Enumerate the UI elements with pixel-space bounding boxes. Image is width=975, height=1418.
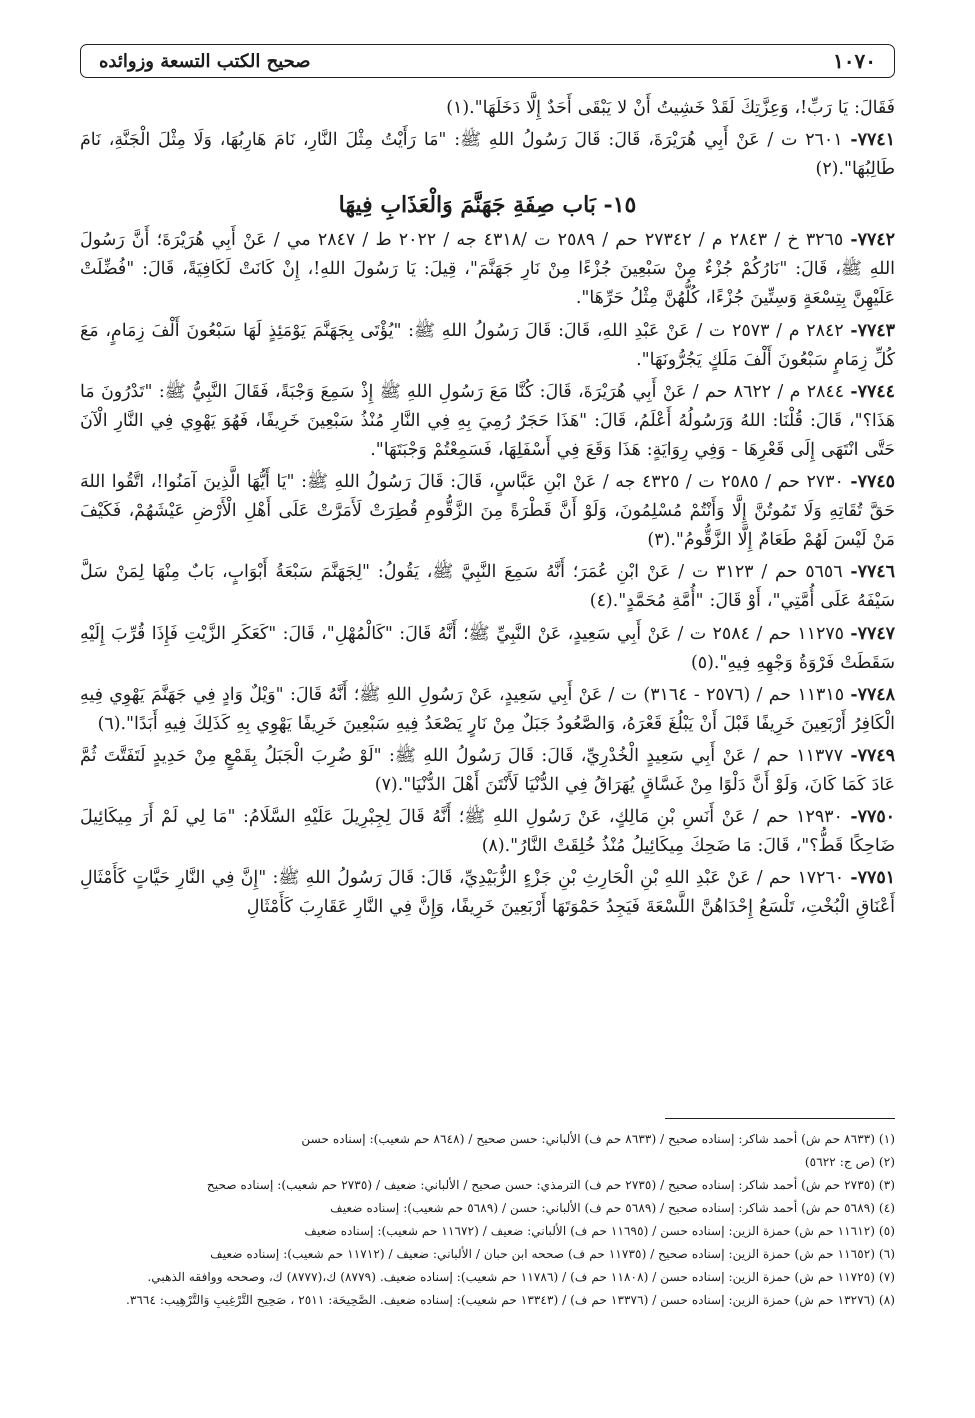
- page-number: ١٠٧٠: [833, 49, 876, 73]
- hadith-7743: [80, 317, 895, 375]
- footnote: (٣) (٢٧٣٥ حم ش) أحمد شاكر: إسناده صحيح / (٢٧٣٥ حم ف) الترمذي: حسن صحيح / الألباني: ضعيف / (٢٧٣٥ حم شعيب): إسناده صحيح: [206, 1178, 895, 1192]
- hadith-7747: [80, 620, 895, 678]
- hadith-text: ١١٣١٥ حم / (٢٥٧٦ - ٣١٦٤) ت / عَنْ أَبِي سَعِيدٍ، عَنْ رَسُولِ اللهِ ﷺ؛ أَنَّهُ قَالَ: "وَيْلٌ وَادٍ فِي جَهَنَّمَ يَهْوِي فِيهِ الْكَافِرُ أَرْبَعِينَ خَرِيفًا قَبْلَ أَنْ يَبْلُغَ قَعْرَهُ، وَالصَّعُودُ جَبَلٌ مِنْ نَارٍ يَصْعَدُ فِيهِ سَبْعِينَ خَرِيفًا يَهْوِي بِهِ كَذَلِكَ فِيهِ أَبَدًا".(٦): [80, 684, 895, 734]
- hadith-text: ١١٢٧٥ حم / ٢٥٨٤ ت / عَنْ أَبِي سَعِيدٍ، عَنْ النَّبِيِّ ﷺ؛ أَنَّهُ قَالَ: "كَالْمُهْلِ"، قَالَ: "كَعَكَرِ الزَّيْتِ فَإِذَا قُرِّبَ إِلَيْهِ سَقَطَتْ فَرْوَةُ وَجْهِهِ فِيهِ".(٥): [80, 623, 895, 673]
- hadith-number: ٧٧٤٢-: [850, 230, 895, 251]
- footnote: (٦) (١١٦٥٢ حم ش) حمزة الزين: إسناده صحيح / (١١٧٣٥ حم ف) صححه ابن حبان / الألباني: ضعيف / (١١٧١٢ حم شعيب): إسناده ضعيف: [210, 1247, 895, 1261]
- hadith-text: ٢٧٣٠ حم / ٢٥٨٥ ت / ٤٣٢٥ جه / عَنْ ابْنِ عَبَّاسٍ، قَالَ: قَالَ رَسُولُ اللهِ ﷺ: "يَا أَيُّهَا الَّذِينَ آمَنُوا!، اتَّقُوا اللهَ حَقَّ تُقَاتِهِ وَلَا تَمُوتُنَّ إِلَّا وَأَنْتُمْ مُسْلِمُونَ، وَلَوْ أَنَّ قَطْرَةً مِنَ الزَّقُّومِ قُطِرَتْ لَأَمَرَّتْ عَلَى أَهْلِ الْأَرْضِ عَيْشَهُمْ، فَكَيْفَ مَنْ لَيْسَ لَهُمْ طَعَامٌ إِلَّا الزَّقُّومُ".(٣): [80, 472, 895, 551]
- footnote: (٢) (ص ج: ٥٦٢٢): [804, 1155, 895, 1169]
- hadith-text: ٢٦٠١ ت / عَنْ أَبِي هُرَيْرَةَ، قَالَ: قَالَ رَسُولُ اللهِ ﷺ: "مَا رَأَيْتُ مِثْلَ النَّارِ، نَامَ هَارِبُهَا، وَلَا مِثْلَ الْجَنَّةِ، نَامَ طَالِبُهَا".(٢): [80, 130, 895, 180]
- hadith-number: ٧٧٤٣-: [850, 320, 895, 341]
- footnote: (٤) (٥٦٨٩ حم ش) أحمد شاكر: إسناده صحيح / (٥٦٨٩ حم ف) الألباني: حسن / (٥٦٨٩ حم شعيب): إسناده ضعيف: [330, 1201, 895, 1215]
- hadith-text: ١٢٩٣٠ حم / عَنْ أَنَسِ بْنِ مَالِكٍ، عَنْ رَسُولِ اللهِ ﷺ؛ أَنَّهُ قَالَ لِجِبْرِيلَ عَلَيْهِ السَّلَامُ: "مَا لِي لَمْ أَرَ مِيكَائِيلَ ضَاحِكًا قَطُّ؟"، قَالَ: مَا ضَحِكَ مِيكَائِيلُ مُنْذُ خُلِقَتْ النَّارُ".(٨): [80, 807, 895, 857]
- continuation-text: فَقَالَ: يَا رَبِّ!، وَعِزَّتِكَ لَقَدْ خَشِيتُ أَنْ لا يَبْقَى أَحَدٌ إِلَّا دَخَلَهَا".(١): [446, 98, 895, 118]
- footnote: (٧) (١١٧٢٥ حم ش) حمزة الزين: إسناده حسن / (١١٨٠٨ حم ف) / (١١٧٨٦ حم شعيب): إسناده ضعيف. (٨٧٧٩) ك،(٨٧٧٧) ك، وصححه ووافقه الذهبي.: [147, 1270, 895, 1284]
- hadith-7742: [80, 226, 895, 313]
- hadith-7746: [80, 558, 895, 616]
- hadith-7750: [80, 803, 895, 861]
- running-header: [80, 44, 895, 78]
- footnote-divider: [665, 1118, 895, 1119]
- hadith-number: ٧٧٥١-: [850, 868, 896, 889]
- hadith-number: ٧٧٤٥-: [850, 472, 895, 493]
- hadith-number: ٧٧٤٧-: [850, 623, 896, 644]
- hadith-7745: [80, 468, 895, 555]
- chapter-title: ١٥- بَاب صِفَةِ جَهَنَّمَ وَالْعَذَابِ فِيهَا: [338, 192, 637, 219]
- hadith-7744: [80, 378, 895, 465]
- hadith-text: ٥٦٥٦ حم / ٣١٢٣ ت / عَنْ ابْنِ عُمَرَ؛ أَنَّهُ سَمِعَ النَّبِيَّ ﷺ، يَقُولُ: "لِجَهَنَّمَ سَبْعَةُ أَبْوَابٍ، بَابٌ مِنْهَا لِمَنْ سَلَّ سَيْفَهُ عَلَى أُمَّتِي"، أَوْ قَالَ: "أُمَّةِ مُحَمَّدٍ".(٤): [80, 562, 895, 612]
- hadith-number: ٧٧٥٠-: [850, 807, 896, 828]
- footnote: (٨) (١٣٢٧٦ حم ش) حمزة الزين: إسناده حسن / (١٣٣٧٦ حم ف) / (١٣٣٤٣ حم شعيب): إسناده ضعيف. الصَّحِيحَة: ٢٥١١ ، صَحِيح التَّرْغِيبِ وَالتَّرْهِيب: ٣٦٦٤.: [125, 1293, 895, 1307]
- main-text: [80, 94, 895, 925]
- hadith-text: ١٧٢٦٠ حم / عَنْ عَبْدِ اللهِ بْنِ الْحَارِثِ بْنِ جَزْءٍ الزُّبَيْدِيِّ، قَالَ: قَالَ رَسُولُ اللهِ ﷺ: "إِنَّ فِي النَّارِ حَيَّاتٍ كَأَمْثَالِ أَعْنَاقِ الْبُخْتِ، تَلْسَعُ إِحْدَاهُنَّ اللَّسْعَةَ فَيَجِدُ حَمْوَتَهَا أَرْبَعِينَ خَرِيفًا، وَإِنَّ فِي النَّارِ عَقَارِبَ كَأَمْثَالِ: [80, 868, 895, 918]
- hadith-7741: [80, 126, 895, 184]
- footnotes: [80, 1128, 895, 1312]
- hadith-text: ٢٨٤٢ م / ٢٥٧٣ ت / عَنْ عَبْدِ اللهِ، قَالَ: قَالَ رَسُولُ اللهِ ﷺ: "يُؤْتَى بِجَهَنَّمَ يَوْمَئِذٍ لَهَا سَبْعُونَ أَلْفَ زِمَامٍ، مَعَ كُلِّ زِمَامٍ سَبْعُونَ أَلْفَ مَلَكٍ يَجُرُّونَهَا".: [80, 320, 895, 370]
- hadith-text: ٣٢٦٥ خ / ٢٨٤٣ م / ٢٧٣٤٢ حم / ٢٥٨٩ ت /٤٣١٨ جه / ٢٠٢٢ ط / ٢٨٤٧ مي / عَنْ أَبِي هُرَيْرَةَ؛ أَنَّ رَسُولَ اللهِ ﷺ، قَالَ: "نَارُكُمْ جُزْءٌ مِنْ سَبْعِينَ جُزْءًا مِنْ نَارِ جَهَنَّمَ"، قِيلَ: يَا رَسُولَ اللهِ!، إِنْ كَانَتْ لَكَافِيَةً، قَالَ: "فُضِّلَتْ عَلَيْهِنَّ بِتِسْعَةٍ وَسِتِّينَ جُزْءًا، كُلُّهُنَّ مِثْلُ حَرِّهَا".: [80, 230, 895, 309]
- footnote: (١) (٨٦٣٣ حم ش) أحمد شاكر: إسناده صحيح / (٨٦٣٣ حم ف) الألباني: حسن صحيح / (٨٦٤٨ حم شعيب): إسناده حسن: [301, 1132, 895, 1146]
- hadith-number: ٧٧٤١-: [850, 130, 895, 151]
- hadith-7751: [80, 864, 895, 922]
- hadith-number: ٧٧٤٨-: [850, 684, 895, 705]
- hadith-number: ٧٧٤٦-: [850, 562, 895, 583]
- hadith-7749: [80, 742, 895, 800]
- hadith-number: ٧٧٤٩-: [850, 745, 895, 766]
- hadith-text: ٢٨٤٤ م / ٨٦٢٢ حم / عَنْ أَبِي هُرَيْرَةَ، قَالَ: كُنَّا مَعَ رَسُولِ اللهِ ﷺ إِذْ سَمِعَ وَجْبَةً، فَقَالَ النَّبِيُّ ﷺ: "تَدْرُونَ مَا هَذَا؟"، قَالَ: قُلْنَا: اللهُ وَرَسُولُهُ أَعْلَمُ، قَالَ: "هَذَا حَجَرٌ رُمِيَ بِهِ فِي النَّارِ مُنْذُ سَبْعِينَ خَرِيفًا، فَهُوَ يَهْوِي فِي النَّارِ الْآنَ حَتَّى انْتَهَى إِلَى قَعْرِهَا - وَفِي رِوَايَةٍ: هَذَا وَقَعَ فِي أَسْفَلِهَا، فَسَمِعْتُمْ وَجْبَتَهَا".: [80, 381, 895, 460]
- hadith-number: ٧٧٤٤-: [850, 381, 895, 402]
- footnote: (٥) (١١٦١٢ حم ش) حمزة الزين: إسناده حسن / (١١٦٩٥ حم ف) الألباني: ضعيف / (١١٦٧٢ حم شعيب): إسناده ضعيف: [304, 1224, 895, 1238]
- hadith-7748: [80, 681, 895, 739]
- book-title: صحيح الكتب التسعة وزوائده: [99, 50, 311, 72]
- hadith-text: ١١٣٧٧ حم / عَنْ أَبِي سَعِيدٍ الْخُدْرِيِّ، قَالَ: قَالَ رَسُولُ اللهِ ﷺ: "لَوْ ضُرِبَ الْجَبَلُ بِقَمْعٍ مِنْ حَدِيدٍ لَتَفَتَّتَ ثُمَّ عَادَ كَمَا كَانَ، وَلَوْ أَنَّ دَلْوًا مِنْ غَسَّاقٍ يُهَرَاقُ فِي الدُّنْيَا لَأَنْتَنَ أَهْلَ الدُّنْيَا".(٧): [80, 745, 895, 795]
